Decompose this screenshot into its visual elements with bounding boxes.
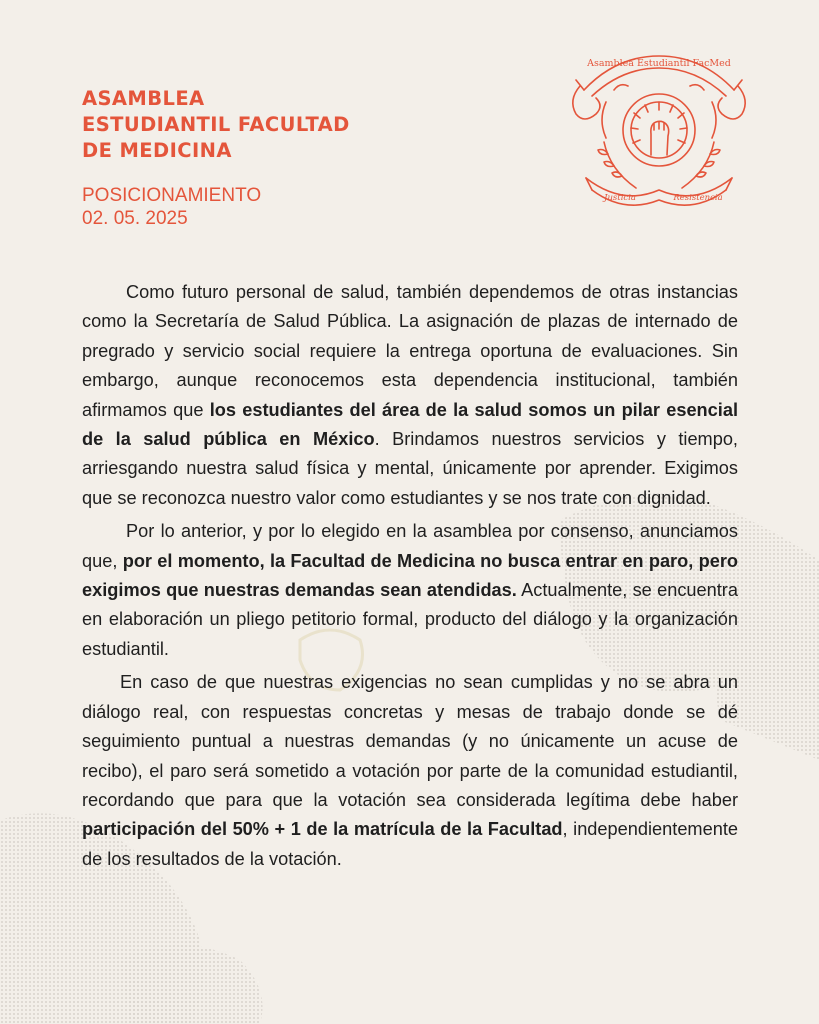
seal-top-text: Asamblea Estudiantil FacMed — [587, 58, 731, 69]
p1-text-2: . Brindamos nuestros servicios y tiempo, arriesgando nuestra salud física y mental, únicamente por aprender. Exigimos que se reconozca nuestro valor como estudiantes y se nos trate con dignidad. — [82, 429, 738, 508]
p1-text-1: Como futuro personal de salud, también dependemos de otras instancias como la Secretaría de Salud Pública. La asignación de plazas de internado de pregrado y servicio social requiere la entrega oportuna de evaluaciones. Sin embargo, aunque reconocemos esta dependencia institucional, también afirmamos que — [82, 282, 738, 420]
document-date: 02. 05. 2025 — [82, 208, 188, 229]
p2-text-2: Actualmente, se encuentra en elaboración un pliego petitorio formal, producto del diálogo y la organización estudiantil. — [82, 580, 738, 659]
statement-body — [82, 278, 738, 878]
seal-ribbon-right: Resistencia — [673, 193, 723, 203]
org-title-line-2: ESTUDIANTIL FACULTAD — [82, 113, 350, 136]
seal-ribbon-left: Justicia — [604, 193, 636, 203]
org-title-line-1: ASAMBLEA — [82, 87, 205, 110]
p3-bold-1: participación del 50% + 1 de la matrícula de la Facultad — [82, 819, 563, 840]
assembly-seal-icon — [566, 50, 752, 210]
paragraph-3 — [82, 668, 738, 874]
organization-title — [82, 86, 350, 164]
p2-text-1: Por lo anterior, y por lo elegido en la asamblea por consenso, anunciamos que, — [82, 521, 738, 571]
document-meta — [82, 184, 350, 230]
p2-bold-1: por el momento, la Facultad de Medicina no busca entrar en paro, pero exigimos que nuestras demandas sean atendidas. — [82, 550, 739, 601]
paragraph-2 — [82, 517, 738, 664]
paragraph-1 — [82, 278, 738, 513]
header — [82, 86, 350, 230]
p3-text-2: , independientemente de los resultados de la votación. — [82, 819, 738, 869]
org-title-line-3: DE MEDICINA — [82, 139, 232, 162]
p3-text-1: En caso de que nuestras exigencias no sean cumplidas y no se abra un diálogo real, con respuestas concretas y mesas de trabajo donde se dé seguimiento puntual a nuestras demandas (y no únicamente un acuse de recibo), el paro será sometido a votación por parte de la comunidad estudiantil, recordando que para que la votación sea considerada legítima debe haber — [82, 672, 738, 810]
p1-bold-1: los estudiantes del área de la salud somos un pilar esencial de la salud pública en México — [82, 399, 739, 450]
document-type: POSICIONAMIENTO — [82, 185, 262, 206]
